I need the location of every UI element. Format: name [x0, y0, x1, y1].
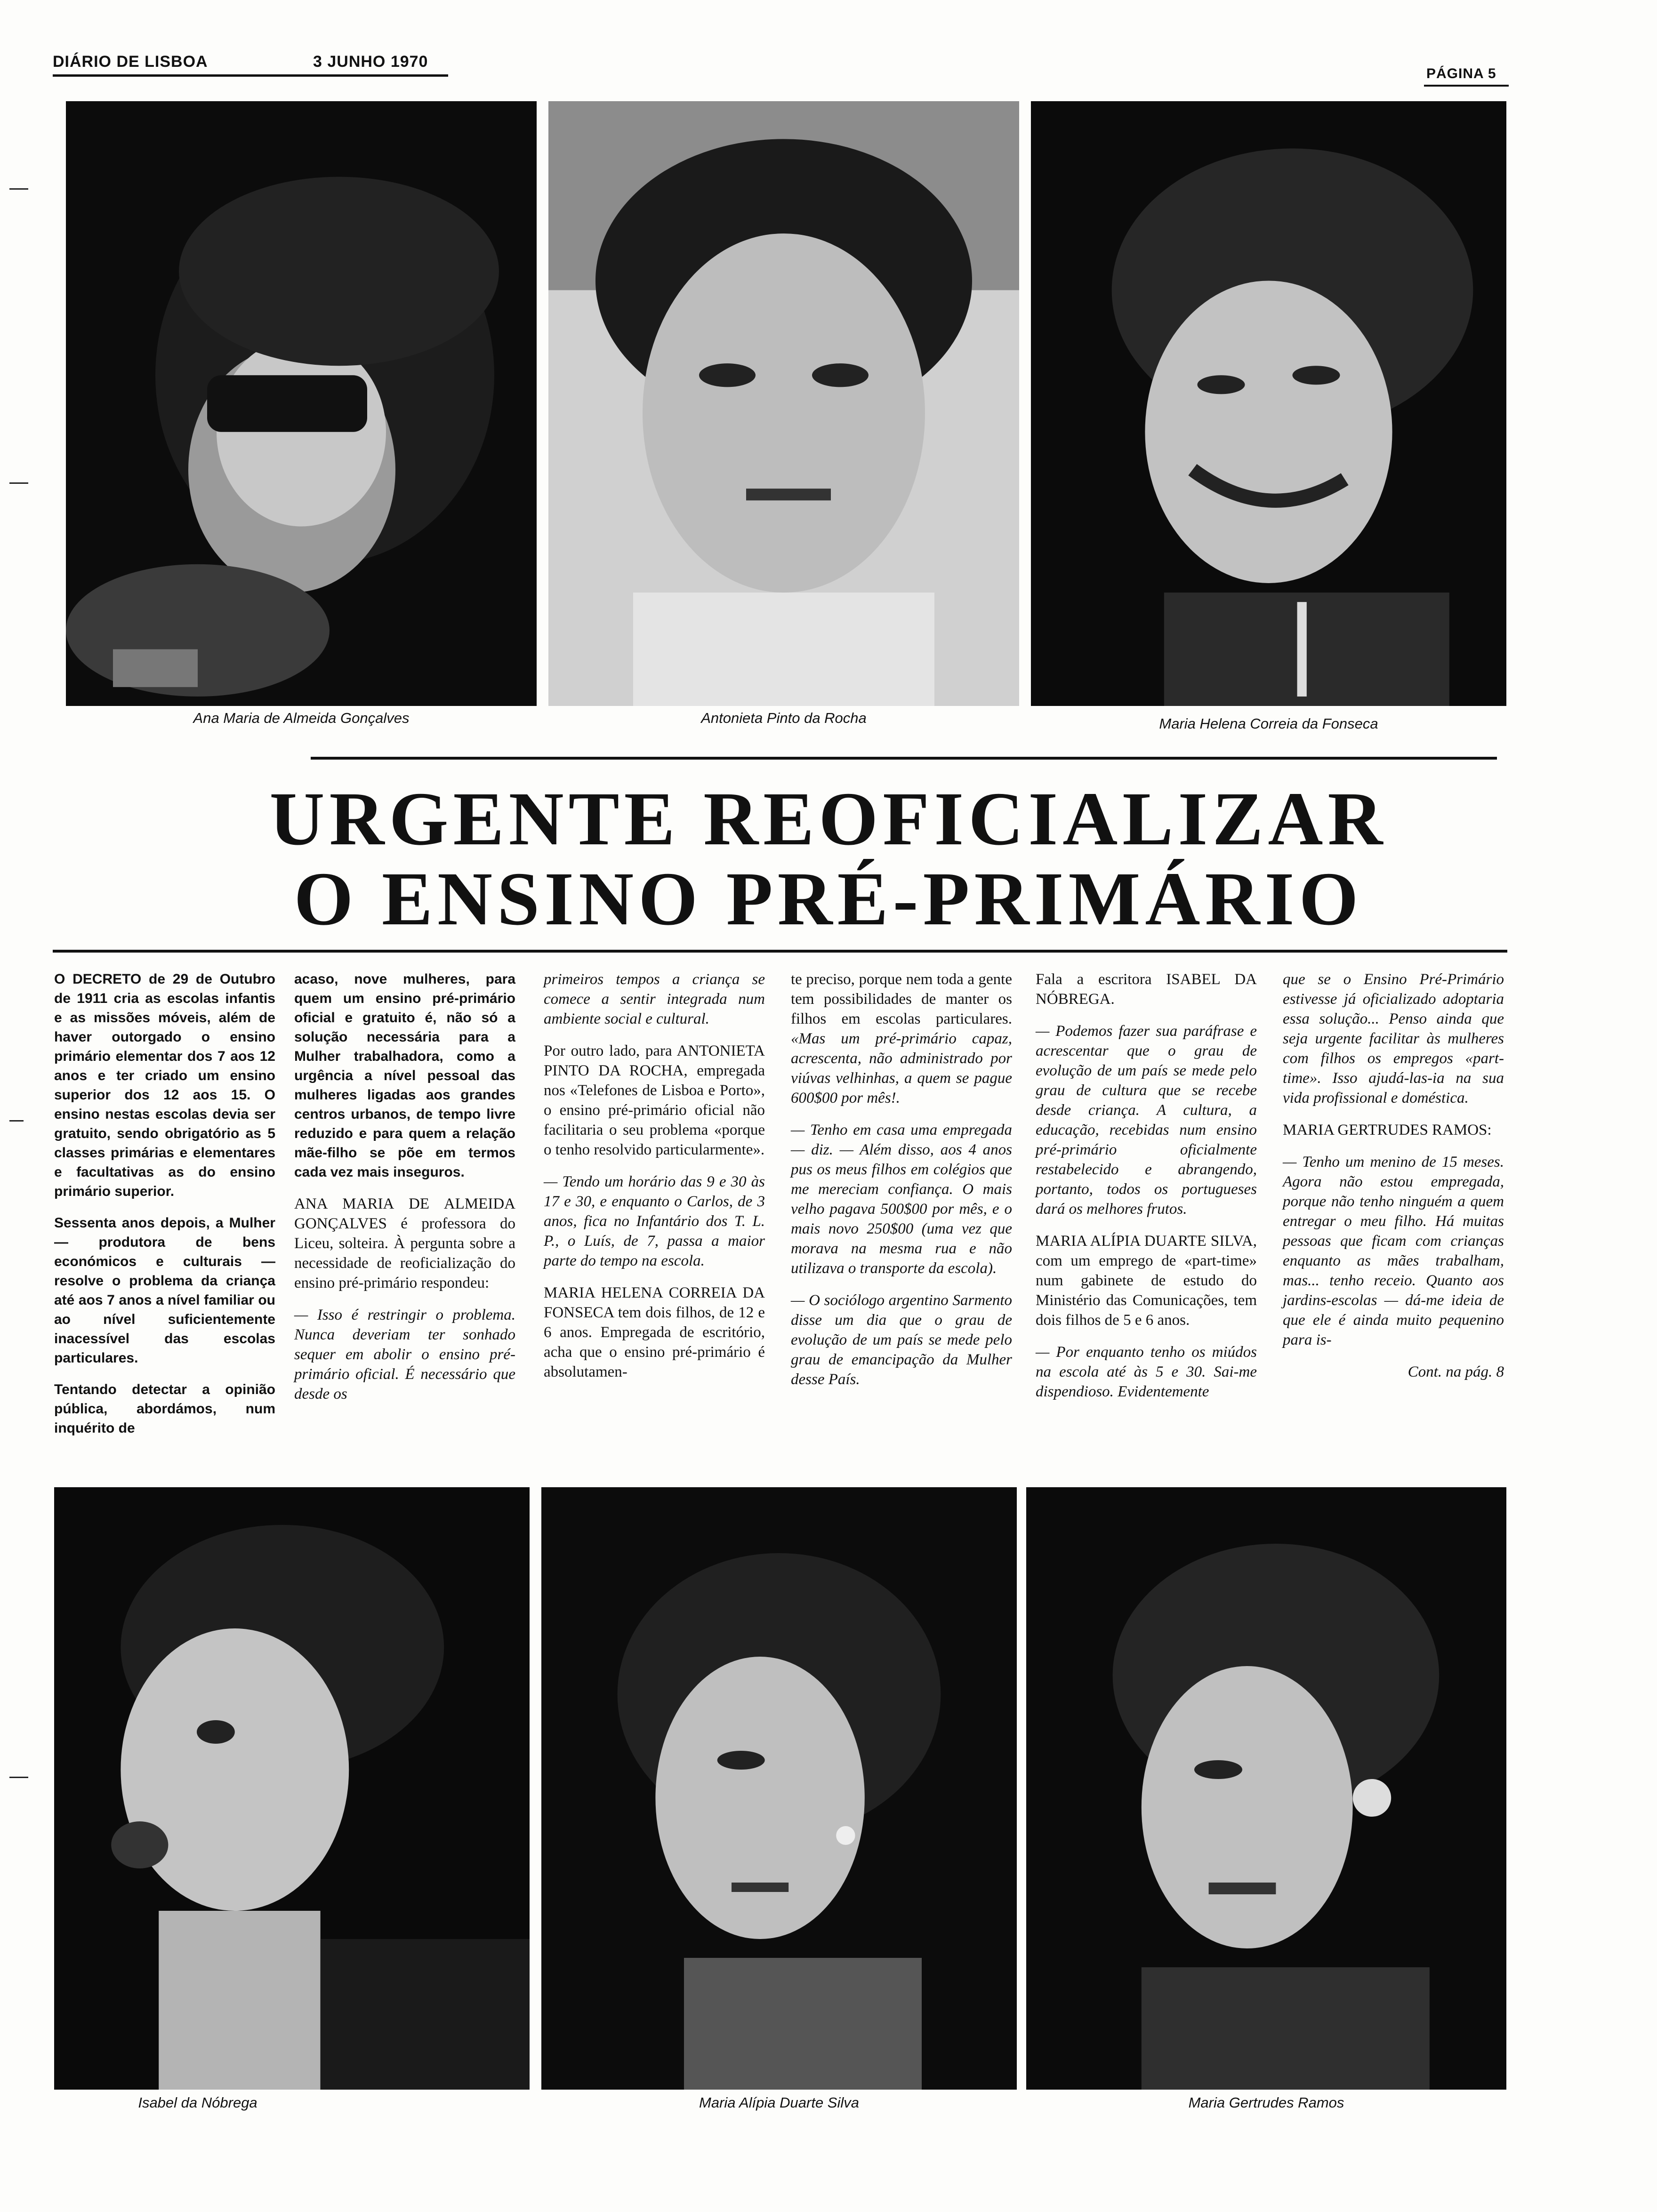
quote: — O sociólogo argentino Sarmento disse um dia que o grau de evolução de um país se mede pelo grau de emancipação da Mulher desse País. [791, 1292, 1012, 1388]
photo-maria-gertrudes [1026, 1487, 1506, 2090]
caption-isabel: Isabel da Nóbrega [138, 2094, 257, 2111]
paragraph: Tentando detectar a opinião pública, abordámos, num inquérito de [54, 1382, 275, 1436]
quote: — Podemos fazer sua paráfrase e acrescentar que o grau de evolução de um país se mede pelo grau de cultura que se recebe desde criança. A cultura, a educação, recebidas num ensino pré-primário oficialmente restabelecido e abrangendo, portanto, todos os portugueses dará os melhores frutos. [1036, 1023, 1257, 1218]
paragraph-text: , com um emprego de «part-time» num gabinete de estudo do Ministério das Comunicações, tem dois filhos de 5 e 6 anos. [1036, 1233, 1257, 1329]
margin-mark [9, 1777, 28, 1778]
paragraph-text: , empregada nos «Telefones de Lisboa e Porto», o ensino pré-primário oficial não facilitaria o seu problema «porque o tenho resolvido particularmente». [544, 1062, 765, 1158]
margin-mark [9, 482, 28, 484]
header-underline-right [1424, 85, 1509, 87]
headline-rule-top [311, 757, 1497, 760]
quote: «Mas um pré-primário capaz, acrescenta, não administrado por viúvas velhinhas, a quem se pague 600$00 por mês!. [791, 1030, 1012, 1106]
quote: — Por enquanto tenho os miúdos na escola até às 5 e 30. Sai-me dispendioso. Evidentemente [1036, 1344, 1257, 1400]
interviewee-name: ANTONIETA PINTO DA ROCHA [544, 1042, 765, 1079]
caption-maria-gertrudes: Maria Gertrudes Ramos [1188, 2094, 1344, 2111]
paragraph: O DECRETO de 29 de Outubro de 1911 cria as escolas infantis e as missões móveis, além de haver outorgado o ensino primário elementar dos 7 aos 12 anos e ter criado um ensino superior dos 12 aos 15. O ensino nestas escolas devia ser gratuito, sendo obrigatório as 5 classes primárias e elementares e facultativas as do ensino primário superior. [54, 971, 275, 1199]
article-column-2 [294, 970, 515, 1416]
caption-maria-helena: Maria Helena Correia da Fonseca [1159, 715, 1378, 732]
photo-isabel [54, 1487, 530, 2090]
interviewee-name: MARIA GERTRUDES RAMOS: [1283, 1122, 1492, 1138]
paragraph [294, 1194, 515, 1293]
quote: primeiros tempos a criança se comece a sentir integrada num ambiente social e cultural. [544, 971, 765, 1027]
quote: — Tenho um menino de 15 meses. Agora não estou empregada, porque não tenho ninguém a quem entregar o meu filho. Há muitas pessoas que ficam com crianças enquanto as mães trabalham, mas... tenho receio. Quanto aos jardins-escolas — dá-me ideia de que ele é ainda muito pequenino para is- [1283, 1154, 1504, 1348]
quote: — Tendo um horário das 9 e 30 às 17 e 30, e enquanto o Carlos, de 3 anos, fica no Infantário dos T. L. P., o Luís, de 7, passa a maior parte do tempo na escola. [544, 1173, 765, 1269]
header-underline-left [53, 74, 448, 77]
quote: que se o Ensino Pré-Primário estivesse já oficializado adoptaria essa solução... Penso ainda que seja urgente facilitar às mulheres com filhos os empregos «part-time». Isso ajudá-las-ia na sua vida profissional e doméstica. [1283, 971, 1504, 1106]
photo-ana-maria [66, 101, 537, 706]
paragraph: acaso, nove mulheres, para quem um ensino pré-primário oficial e gratuito é, não só a solução necessária para a Mulher trabalhadora, como a urgência a nível pessoal das mulheres ligadas aos grandes centros urbanos, de tempo livre reduzido e para quem a relação mãe-filho se põe em termos cada vez mais inseguros. [294, 971, 515, 1180]
paragraph-text: Por outro lado, para [544, 1042, 672, 1059]
article-column-6 [1283, 970, 1504, 1394]
interviewee-name: ANA MARIA DE ALMEIDA GONÇALVES [294, 1195, 515, 1232]
photo-maria-alipia [541, 1487, 1017, 2090]
photo-antonieta [548, 101, 1019, 706]
photo-maria-helena [1031, 101, 1506, 706]
caption-antonieta: Antonieta Pinto da Rocha [701, 710, 867, 726]
paragraph [544, 1283, 765, 1382]
interviewee-name: MARIA HELENA CORREIA DA FONSECA [544, 1284, 765, 1321]
headline-line-1: URGENTE REOFICIALIZAR [269, 777, 1388, 861]
margin-mark [9, 1120, 24, 1122]
caption-ana-maria: Ana Maria de Almeida Gonçalves [193, 710, 410, 726]
margin-mark [9, 188, 28, 190]
interviewee-name: MARIA ALÍPIA DUARTE SILVA [1036, 1233, 1253, 1250]
paragraph [1036, 1231, 1257, 1330]
article-column-5 [1036, 970, 1257, 1414]
article-column-1 [54, 970, 275, 1450]
quote: — Tenho em casa uma empregada — diz. — Além disso, aos 4 anos pus os meus filhos em colégios que me mereciam confiança. O mais velho pagava 500$00 por mês, e o mais novo 250$00 (uma vez que morava na mesma rua e não utilizava o transporte da escola). [791, 1122, 1012, 1277]
caption-maria-alipia: Maria Alípia Duarte Silva [699, 2094, 859, 2111]
paragraph: Sessenta anos depois, a Mulher — produtora de bens económicos e culturais — resolve o problema da criança até aos 7 anos a nível familiar ou ao nível suficientemente inacessível das escolas particulares. [54, 1215, 275, 1366]
paragraph-text: é professora do Liceu, solteira. À pergunta sobre a necessidade de reoficialização do ensino pré-primário respondeu: [294, 1215, 516, 1291]
paragraph: Fala a escritora ISABEL DA NÓBREGA. [1036, 971, 1257, 1008]
page-number: PÁGINA 5 [1426, 66, 1496, 81]
continued-on-page[interactable]: Cont. na pág. 8 [1408, 1363, 1504, 1380]
paragraph-text: te preciso, porque nem toda a gente tem possibilidades de manter os filhos em escolas particulares. [791, 971, 1012, 1027]
article-column-3 [544, 970, 765, 1394]
issue-date: 3 JUNHO 1970 [313, 53, 428, 71]
paragraph [791, 970, 1012, 1108]
quote: — Isso é restringir o problema. Nunca deveriam ter sonhado sequer em abolir o ensino pré-primário oficial. É necessário que desde os [294, 1306, 515, 1403]
newspaper-name: DIÁRIO DE LISBOA [53, 53, 208, 71]
headline-rule-bottom [53, 950, 1507, 953]
headline-line-2: O ENSINO PRÉ-PRIMÁRIO [294, 857, 1363, 941]
article-column-4 [791, 970, 1012, 1402]
paragraph [544, 1041, 765, 1160]
paragraph-text: tem dois filhos, de 12 e 6 anos. Empregada de escritório, acha que o ensino pré-primário é absolutamen- [544, 1304, 765, 1380]
